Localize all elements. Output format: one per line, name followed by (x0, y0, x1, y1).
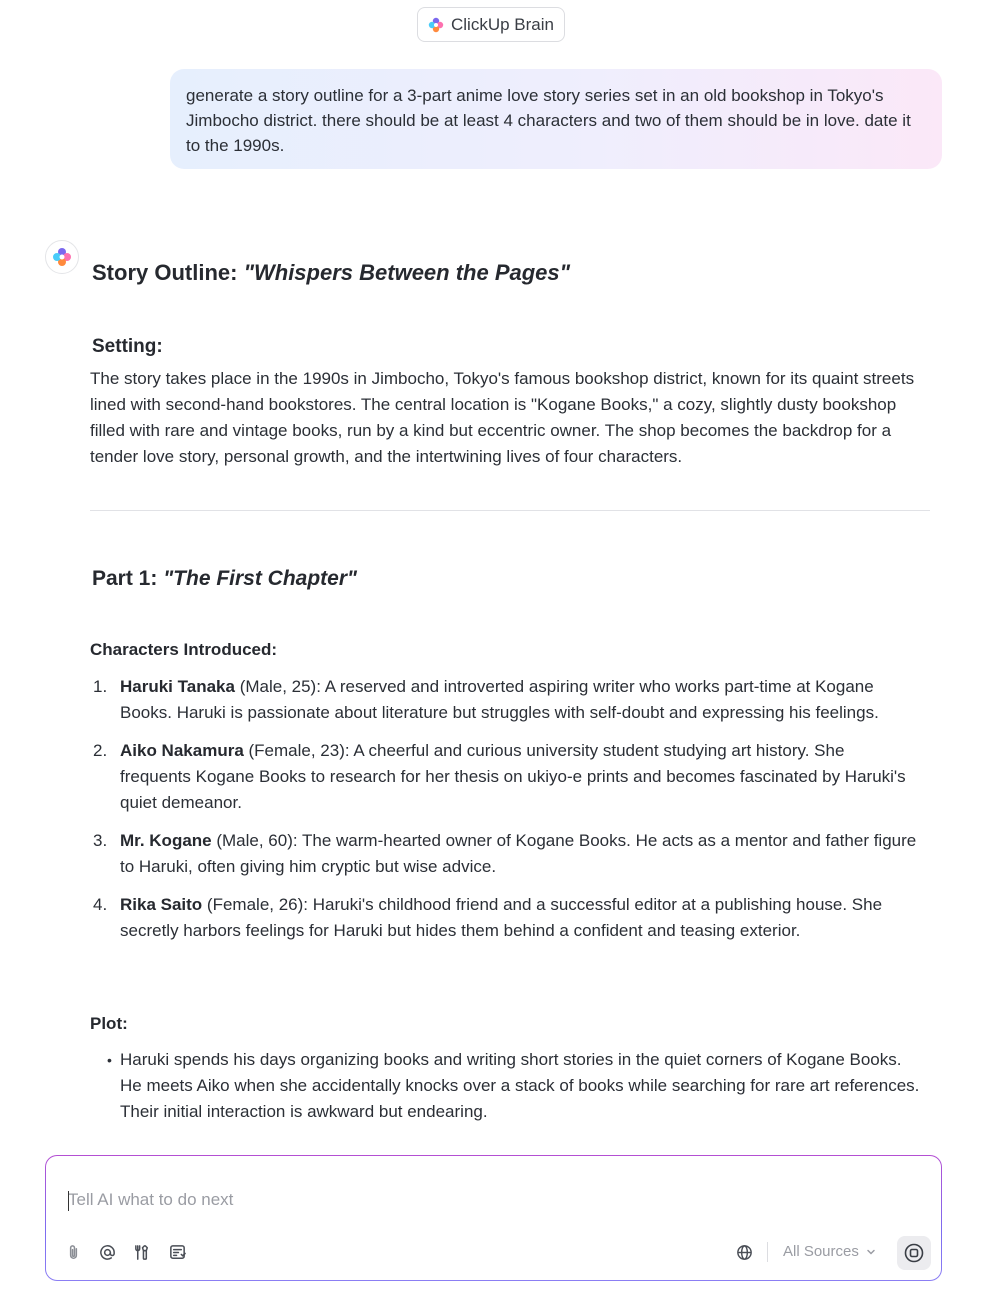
paperclip-icon (64, 1243, 83, 1262)
stop-icon (903, 1242, 925, 1264)
part1-italic: "The First Chapter" (163, 567, 357, 590)
characters-heading: Characters Introduced: (90, 640, 278, 659)
list-item (90, 674, 920, 726)
plot-list (90, 1047, 920, 1125)
character-name: Rika Saito (120, 895, 203, 914)
clickup-brain-logo-icon (428, 17, 444, 33)
title-italic: "Whispers Between the Pages" (243, 260, 571, 285)
part1-heading (92, 567, 357, 591)
character-name: Mr. Kogane (120, 831, 212, 850)
character-desc: (Female, 26): Haruki's childhood friend and a successful editor at a publishing house. She secretly harbors feelings for Haruki but hides them behind a confident and teasing exterior. (120, 895, 883, 940)
template-icon (168, 1243, 187, 1262)
stop-button[interactable] (897, 1236, 931, 1270)
character-desc: (Male, 60): The warm-hearted owner of Kogane Books. He acts as a mentor and father figure to Haruki, often giving him cryptic but wise advice. (120, 831, 917, 876)
ai-avatar (45, 240, 79, 274)
plot-text: Haruki spends his days organizing books and writing short stories in the quiet corners of Kogane Books. He meets Aiko when she accidentally knocks over a stack of books while searching for rare art references. Their initial interaction is awkward but endearing. (120, 1050, 920, 1121)
toolbar-divider (767, 1242, 768, 1262)
composer-inner (46, 1156, 941, 1280)
template-button[interactable] (167, 1242, 187, 1262)
user-message-bubble (170, 69, 942, 169)
list-number: 1. (93, 677, 108, 696)
composer (45, 1155, 942, 1281)
plot-heading: Plot: (90, 1014, 128, 1033)
story-title-heading (92, 260, 570, 286)
section-divider (90, 510, 930, 511)
at-mention-icon (98, 1243, 117, 1262)
list-number: 3. (93, 831, 108, 850)
list-item (90, 892, 920, 944)
characters-list (90, 674, 920, 956)
clickup-brain-avatar-icon (52, 247, 72, 267)
character-desc: (Male, 25): A reserved and introverted aspiring writer who works part-time at Kogane Books. Haruki is passionate about literature but struggles with self-doubt and expressing his feelings. (120, 677, 879, 722)
web-search-button[interactable] (734, 1242, 754, 1262)
setting-heading: Setting: (92, 336, 163, 357)
list-item (90, 828, 920, 880)
chevron-down-icon (865, 1246, 877, 1258)
character-name: Aiko Nakamura (120, 741, 244, 760)
character-name: Haruki Tanaka (120, 677, 235, 696)
sources-dropdown[interactable] (783, 1243, 877, 1260)
sources-label: All Sources (783, 1243, 859, 1260)
badge-label: ClickUp Brain (451, 14, 554, 34)
list-item (90, 1047, 920, 1125)
title-prefix: Story Outline: (92, 260, 244, 285)
text-caret (68, 1191, 69, 1211)
bullet-icon: • (107, 1052, 112, 1068)
attach-button[interactable] (63, 1242, 83, 1262)
mention-button[interactable] (97, 1242, 117, 1262)
tools-icon (133, 1243, 152, 1262)
user-message-text: generate a story outline for a 3-part anime love story series set in an old bookshop in Tokyo's Jimbocho district. there should be at least 4 characters and two of them should be in love. date it to the 1990s. (186, 86, 911, 155)
tools-button[interactable] (132, 1242, 152, 1262)
list-number: 2. (93, 741, 108, 760)
prompt-input[interactable] (68, 1190, 908, 1210)
globe-icon (735, 1243, 754, 1262)
list-item (90, 738, 920, 816)
character-desc: (Female, 23): A cheerful and curious university student studying art history. She frequents Kogane Books to research for her thesis on ukiyo-e prints and becomes fascinated by Haruki's quiet demeanor. (120, 741, 906, 812)
list-number: 4. (93, 895, 108, 914)
part1-prefix: Part 1: (92, 567, 164, 590)
clickup-brain-badge[interactable] (417, 7, 565, 42)
setting-paragraph: The story takes place in the 1990s in Jimbocho, Tokyo's famous bookshop district, known for its quaint streets lined with second-hand bookstores. The central location is "Kogane Books," a cozy, slightly dusty bookshop filled with rare and vintage books, run by a kind but eccentric owner. The shop becomes the backdrop for a tender love story, personal growth, and the intertwining lives of four characters. (90, 369, 915, 466)
